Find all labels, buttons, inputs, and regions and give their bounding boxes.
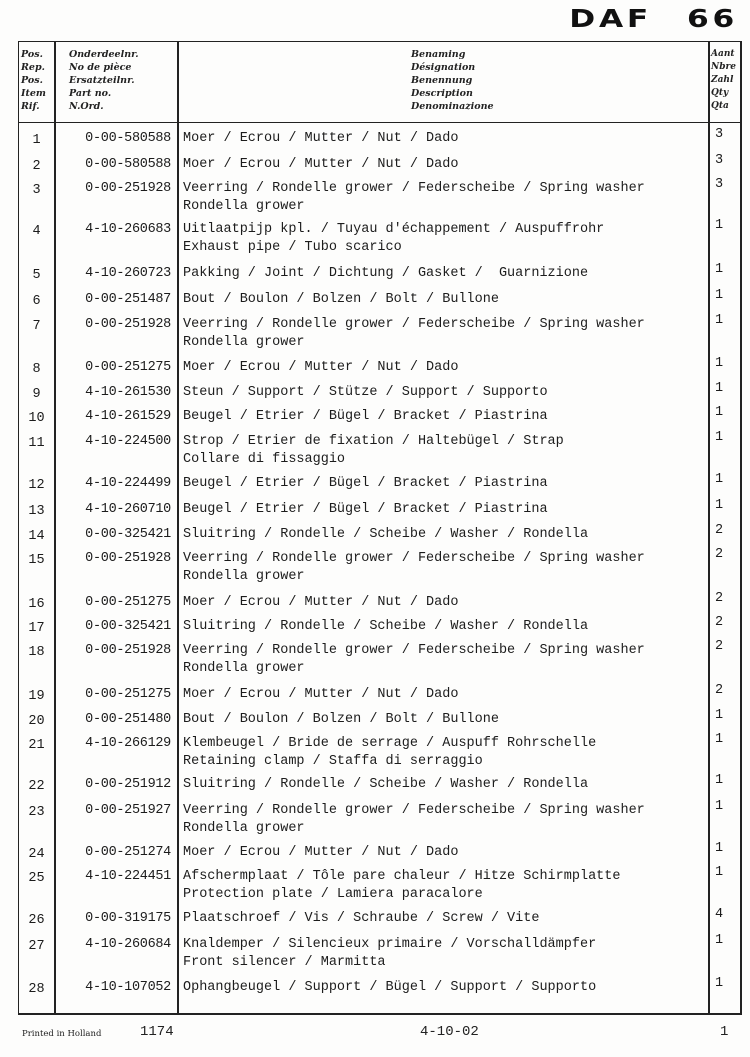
item-quantity: 2 xyxy=(715,547,724,562)
part-number: 0-00-251928 xyxy=(85,643,171,658)
description-line: Ophangbeugel / Support / Bügel / Support / Supporto xyxy=(183,980,597,995)
part-number: 0-00-319175 xyxy=(85,911,171,926)
item-position: 28 xyxy=(28,982,45,997)
item-description xyxy=(183,910,539,928)
part-number: 0-00-251275 xyxy=(85,687,171,702)
item-description xyxy=(183,711,499,729)
print-number: 1174 xyxy=(140,1024,174,1040)
item-quantity: 1 xyxy=(715,933,724,948)
item-description xyxy=(183,776,588,794)
item-position: 8 xyxy=(32,362,41,377)
parts-table xyxy=(18,41,742,1015)
item-description xyxy=(183,501,548,519)
item-description xyxy=(183,291,499,309)
item-position: 21 xyxy=(28,738,45,753)
item-position: 24 xyxy=(28,847,45,862)
item-description xyxy=(183,868,620,904)
item-position: 20 xyxy=(28,714,45,729)
item-quantity: 1 xyxy=(715,262,724,277)
item-quantity: 1 xyxy=(715,472,724,487)
header-part-no: Onderdeelnr. No de pièce Ersatzteilnr. Part no. N.Ord. xyxy=(69,49,139,112)
item-description xyxy=(183,156,458,174)
description-line: Beugel / Etrier / Bügel / Bracket / Piastrina xyxy=(183,409,548,424)
item-position: 9 xyxy=(32,387,41,402)
header-pos: Pos. Rep. Pos. Item Rif. xyxy=(21,49,46,112)
description-line: Moer / Ecrou / Mutter / Nut / Dado xyxy=(183,687,459,702)
item-quantity: 1 xyxy=(715,976,724,991)
item-position: 23 xyxy=(28,805,45,820)
part-number: 0-00-251928 xyxy=(85,181,171,196)
description-line: Pakking / Joint / Dichtung / Gasket / Guarnizione xyxy=(183,266,589,281)
part-number: 0-00-251275 xyxy=(85,595,171,610)
item-quantity: 4 xyxy=(715,907,724,922)
brand-make: DAF xyxy=(569,4,653,33)
description-line: Sluitring / Rondelle / Scheibe / Washer / Rondella xyxy=(183,777,589,792)
item-description xyxy=(183,594,458,612)
description-line: Steun / Support / Stütze / Support / Supporto xyxy=(183,385,548,400)
item-quantity: 3 xyxy=(715,153,724,168)
item-quantity: 1 xyxy=(715,708,724,723)
item-description xyxy=(183,526,588,544)
item-position: 22 xyxy=(28,779,45,794)
item-position: 14 xyxy=(28,529,45,544)
part-number: 0-00-580588 xyxy=(85,157,171,172)
description-line: Rondella grower xyxy=(183,335,305,350)
item-description xyxy=(183,844,458,862)
item-position: 17 xyxy=(28,621,45,636)
item-description xyxy=(183,359,458,377)
item-position: 1 xyxy=(32,133,41,148)
part-number: 0-00-251928 xyxy=(85,317,171,332)
item-quantity: 1 xyxy=(715,498,724,513)
item-description xyxy=(183,802,645,838)
description-line: Klembeugel / Bride de serrage / Auspuff Rohrschelle xyxy=(183,736,597,751)
printed-note: Printed in Holland xyxy=(22,1029,102,1039)
description-line: Veerring / Rondelle grower / Federscheibe / Spring washer xyxy=(183,551,645,566)
description-line: Veerring / Rondelle grower / Federscheibe / Spring washer xyxy=(183,181,645,196)
item-description xyxy=(183,384,548,402)
description-line: Beugel / Etrier / Bügel / Bracket / Piastrina xyxy=(183,502,548,517)
part-number: 0-00-251487 xyxy=(85,292,171,307)
description-line: Veerring / Rondelle grower / Federscheibe / Spring washer xyxy=(183,317,645,332)
header-qty: Aant Nbre Zahl Qty Qta xyxy=(711,49,736,111)
item-position: 12 xyxy=(28,478,45,493)
item-description xyxy=(183,642,645,678)
part-number: 0-00-251275 xyxy=(85,360,171,375)
description-line: Knaldemper / Silencieux primaire / Vorschalldämpfer xyxy=(183,937,597,952)
description-line: Retaining clamp / Staffa di serraggio xyxy=(183,754,483,769)
description-line: Rondella grower xyxy=(183,569,305,584)
description-line: Moer / Ecrou / Mutter / Nut / Dado xyxy=(183,595,459,610)
description-line: Exhaust pipe / Tubo scarico xyxy=(183,240,402,255)
description-line: Strop / Etrier de fixation / Haltebügel / Strap xyxy=(183,434,564,449)
part-number: 4-10-224499 xyxy=(85,476,171,491)
description-line: Bout / Boulon / Bolzen / Bolt / Bullone xyxy=(183,712,499,727)
page-number: 1 xyxy=(720,1024,729,1040)
item-quantity: 1 xyxy=(715,313,724,328)
item-description xyxy=(183,735,596,771)
item-position: 27 xyxy=(28,939,45,954)
part-number: 0-00-251928 xyxy=(85,551,171,566)
description-line: Bout / Boulon / Bolzen / Bolt / Bullone xyxy=(183,292,499,307)
item-quantity: 1 xyxy=(715,381,724,396)
item-quantity: 1 xyxy=(715,288,724,303)
table-header xyxy=(19,42,740,123)
brand-title xyxy=(569,4,738,33)
item-description xyxy=(183,475,548,493)
item-position: 15 xyxy=(28,553,45,568)
part-number: 4-10-224451 xyxy=(85,869,171,884)
description-line: Front silencer / Marmitta xyxy=(183,955,386,970)
part-number: 0-00-251927 xyxy=(85,803,171,818)
item-position: 5 xyxy=(32,268,41,283)
column-divider xyxy=(708,42,710,1013)
item-quantity: 2 xyxy=(715,615,724,630)
item-position: 16 xyxy=(28,597,45,612)
item-quantity: 1 xyxy=(715,799,724,814)
description-line: Plaatschroef / Vis / Schraube / Screw / Vite xyxy=(183,911,540,926)
item-quantity: 1 xyxy=(715,841,724,856)
item-quantity: 1 xyxy=(715,865,724,880)
description-line: Collare di fissaggio xyxy=(183,452,346,467)
description-line: Protection plate / Lamiera paracalore xyxy=(183,887,483,902)
description-line: Beugel / Etrier / Bügel / Bracket / Piastrina xyxy=(183,476,548,491)
description-line: Afschermplaat / Tôle pare chaleur / Hitze Schirmplatte xyxy=(183,869,621,884)
item-quantity: 2 xyxy=(715,523,724,538)
description-line: Moer / Ecrou / Mutter / Nut / Dado xyxy=(183,157,459,172)
part-number: 4-10-260710 xyxy=(85,502,171,517)
section-code: 4-10-02 xyxy=(420,1024,479,1040)
item-position: 3 xyxy=(32,183,41,198)
item-description xyxy=(183,433,564,469)
item-quantity: 1 xyxy=(715,773,724,788)
item-quantity: 2 xyxy=(715,683,724,698)
item-quantity: 1 xyxy=(715,356,724,371)
part-number: 4-10-261529 xyxy=(85,409,171,424)
part-number: 0-00-325421 xyxy=(85,619,171,634)
item-quantity: 2 xyxy=(715,639,724,654)
description-line: Uitlaatpijp kpl. / Tuyau d'échappement / Auspuffrohr xyxy=(183,222,605,237)
item-description xyxy=(183,316,645,352)
part-number: 0-00-580588 xyxy=(85,131,171,146)
item-position: 26 xyxy=(28,913,45,928)
item-position: 6 xyxy=(32,294,41,309)
description-line: Moer / Ecrou / Mutter / Nut / Dado xyxy=(183,845,459,860)
item-position: 19 xyxy=(28,689,45,704)
description-line: Rondella grower xyxy=(183,661,305,676)
part-number: 4-10-107052 xyxy=(85,980,171,995)
item-description xyxy=(183,550,645,586)
part-number: 4-10-260723 xyxy=(85,266,171,281)
item-description xyxy=(183,936,596,972)
item-position: 2 xyxy=(32,159,41,174)
item-description xyxy=(183,618,588,636)
item-quantity: 1 xyxy=(715,405,724,420)
part-number: 4-10-260684 xyxy=(85,937,171,952)
description-line: Veerring / Rondelle grower / Federscheibe / Spring washer xyxy=(183,643,645,658)
item-position: 18 xyxy=(28,645,45,660)
item-description xyxy=(183,130,458,148)
item-quantity: 1 xyxy=(715,218,724,233)
item-position: 11 xyxy=(28,436,45,451)
part-number: 0-00-251912 xyxy=(85,777,171,792)
description-line: Moer / Ecrou / Mutter / Nut / Dado xyxy=(183,360,459,375)
item-position: 13 xyxy=(28,504,45,519)
part-number: 4-10-260683 xyxy=(85,222,171,237)
brand-model: 66 xyxy=(687,4,738,33)
item-position: 10 xyxy=(28,411,45,426)
item-description xyxy=(183,180,645,216)
item-description xyxy=(183,408,548,426)
item-quantity: 3 xyxy=(715,127,724,142)
item-position: 4 xyxy=(32,224,41,239)
part-number: 0-00-325421 xyxy=(85,527,171,542)
item-description xyxy=(183,979,596,997)
item-description xyxy=(183,265,588,283)
part-number: 0-00-251274 xyxy=(85,845,171,860)
description-line: Rondella grower xyxy=(183,199,305,214)
item-quantity: 1 xyxy=(715,732,724,747)
item-description xyxy=(183,686,458,704)
description-line: Veerring / Rondelle grower / Federscheibe / Spring washer xyxy=(183,803,645,818)
part-number: 4-10-224500 xyxy=(85,434,171,449)
description-line: Moer / Ecrou / Mutter / Nut / Dado xyxy=(183,131,459,146)
description-line: Sluitring / Rondelle / Scheibe / Washer / Rondella xyxy=(183,527,589,542)
item-position: 25 xyxy=(28,871,45,886)
header-description: Benaming Désignation Benennung Description Denominazione xyxy=(411,49,494,112)
part-number: 4-10-266129 xyxy=(85,736,171,751)
description-line: Sluitring / Rondelle / Scheibe / Washer / Rondella xyxy=(183,619,589,634)
item-quantity: 3 xyxy=(715,177,724,192)
item-position: 7 xyxy=(32,319,41,334)
item-quantity: 2 xyxy=(715,591,724,606)
column-divider xyxy=(177,42,179,1013)
item-description xyxy=(183,221,604,257)
part-number: 4-10-261530 xyxy=(85,385,171,400)
part-number: 0-00-251480 xyxy=(85,712,171,727)
item-quantity: 1 xyxy=(715,430,724,445)
description-line: Rondella grower xyxy=(183,821,305,836)
